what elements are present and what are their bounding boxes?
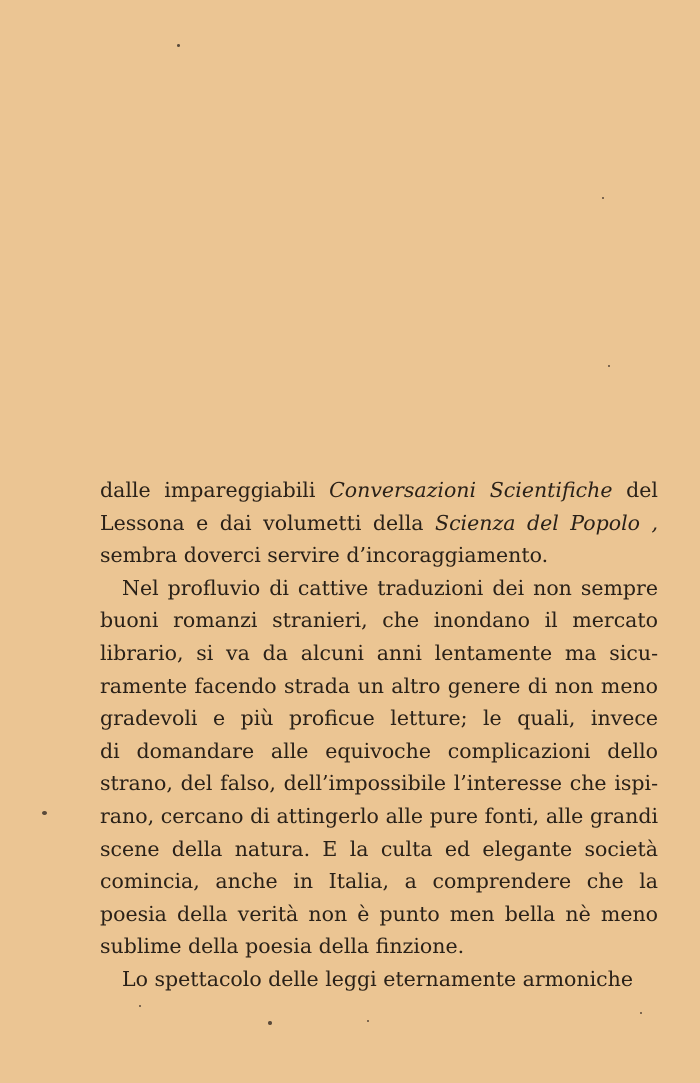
print-speck: [608, 365, 610, 367]
print-speck: [640, 1012, 642, 1014]
text-line: [100, 670, 658, 703]
print-speck: [139, 1005, 141, 1007]
text-line: [100, 767, 658, 800]
text-line: [100, 572, 658, 605]
text-line: [100, 800, 658, 833]
text-run: librario, si va da alcuni anni lentamente ma sicu-: [100, 640, 658, 665]
text-line: [100, 539, 658, 572]
text-run: del: [612, 478, 658, 502]
text-line: [100, 963, 658, 996]
print-speck: [42, 811, 47, 815]
text-run: gradevoli e più proficue letture; le quali, invece: [100, 706, 658, 731]
text-run: poesia della verità non è punto men bella nè meno: [100, 901, 658, 926]
text-run: dalle impareggiabili: [100, 478, 330, 502]
text-line: [100, 604, 658, 637]
italic-title: Conversazioni Scientifiche: [329, 478, 613, 502]
text-run: Lessona e dai volumetti della: [100, 510, 436, 535]
text-run: rano, cercano di attingerlo alle pure fonti, alle grandi: [100, 803, 658, 828]
text-run: di domandare alle equivoche complicazioni dello: [100, 738, 658, 763]
text-line: [100, 637, 658, 670]
text-run: strano, del falso, dell’impossibile l’interesse che ispi-: [100, 771, 658, 796]
text-run: Lo spettacolo delle leggi eternamente armoniche: [122, 966, 633, 991]
text-line: [100, 865, 658, 898]
print-speck: [177, 44, 180, 47]
text-line: [100, 898, 658, 931]
text-run: ramente facendo strada un altro genere di non meno: [100, 673, 658, 698]
print-speck: [367, 1020, 369, 1022]
text-line: [100, 930, 658, 963]
text-run: buoni romanzi stranieri, che inondano il mercato: [100, 608, 658, 633]
text-run: sembra doverci servire d’incoraggiamento.: [100, 543, 549, 568]
text-line: [100, 474, 658, 507]
text-line: [100, 507, 658, 540]
text-line: [100, 735, 658, 768]
text-run: sublime della poesia della finzione.: [100, 934, 465, 959]
body-text: [100, 474, 658, 996]
text-run: comincia, anche in Italia, a comprendere che la: [100, 869, 658, 894]
text-line: [100, 833, 658, 866]
text-line: [100, 702, 658, 735]
text-run: Nel profluvio di cattive traduzioni dei non sempre: [122, 575, 658, 600]
italic-title: Scienza del Popolo ,: [435, 510, 659, 535]
print-speck: [268, 1021, 272, 1025]
print-speck: [602, 197, 604, 199]
text-run: scene della natura. E la culta ed elegante società: [100, 836, 658, 861]
